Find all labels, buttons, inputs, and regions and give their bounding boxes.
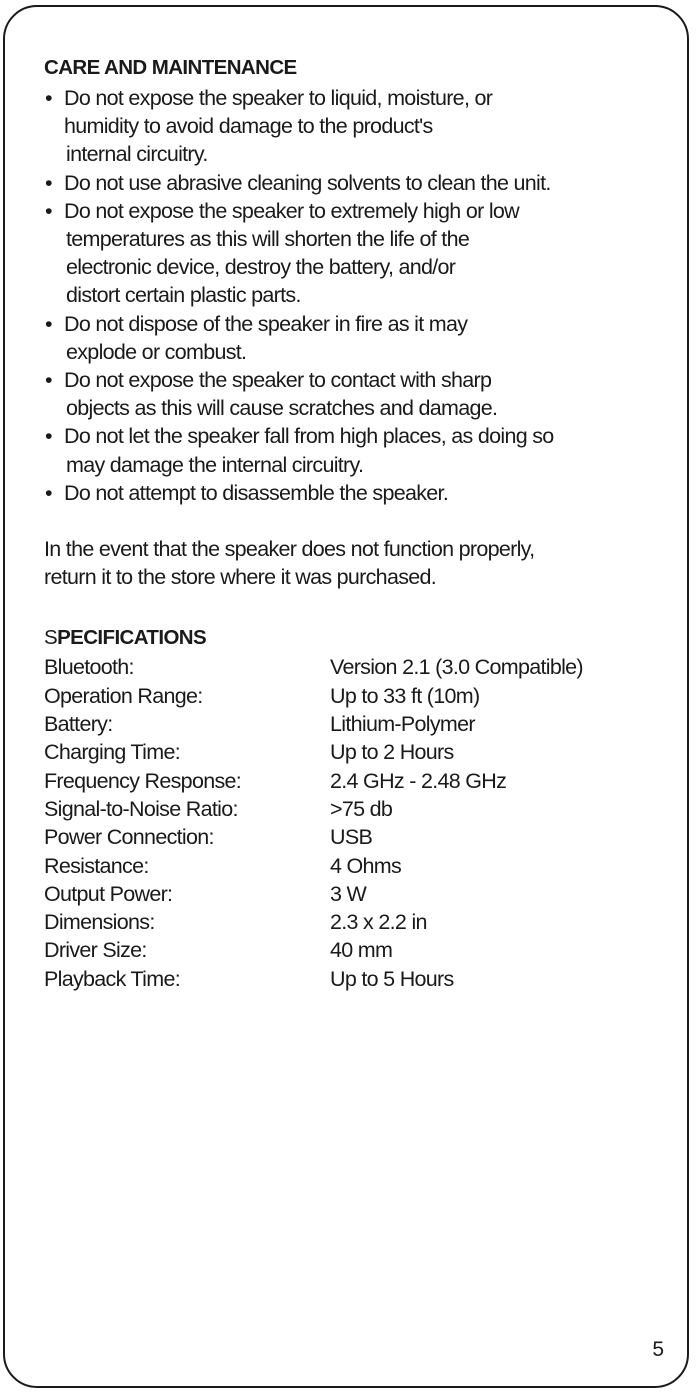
care-item	[44, 169, 664, 197]
bullet-icon: •	[45, 198, 52, 223]
care-line: may damage the internal circuitry.	[66, 452, 364, 477]
spec-row	[44, 852, 583, 880]
care-line: Do not let the speaker fall from high places, as doing so	[64, 424, 554, 449]
bullet-icon: •	[45, 368, 52, 393]
spec-row	[44, 908, 583, 936]
note-line: In the event that the speaker does not function properly,	[44, 537, 535, 562]
specifications-heading	[44, 623, 664, 653]
heading-rest: PECIFICATIONS	[57, 626, 207, 650]
spec-label: Playback Time:	[44, 966, 180, 991]
spec-value: 4 Ohms	[330, 853, 402, 878]
care-line: Do not attempt to disassemble the speaker.	[64, 480, 449, 505]
care-item	[44, 310, 664, 366]
care-line: explode or combust.	[66, 339, 247, 364]
care-item	[44, 197, 664, 310]
care-heading: CARE AND MAINTENANCE	[44, 56, 297, 79]
spec-row	[44, 653, 583, 681]
care-line: internal circuitry.	[66, 142, 208, 167]
care-line: Do not expose the speaker to contact with sharp	[64, 368, 492, 393]
spec-value: Up to 5 Hours	[330, 966, 454, 991]
spec-value: 2.3 x 2.2 in	[330, 910, 427, 935]
bullet-icon: •	[45, 424, 52, 449]
page-number: 5	[652, 1338, 664, 1361]
spec-value: Version 2.1 (3.0 Compatible)	[330, 655, 583, 680]
spec-value: 3 W	[330, 881, 367, 906]
spec-row	[44, 710, 583, 738]
care-line: objects as this will cause scratches and damage.	[66, 396, 498, 421]
spec-label: Bluetooth:	[44, 655, 134, 680]
spec-value: Lithium-Polymer	[330, 712, 475, 737]
note-line: return it to the store where it was purchased.	[44, 565, 437, 590]
spec-value: 2.4 GHz - 2.48 GHz	[330, 768, 507, 793]
spec-row	[44, 965, 583, 993]
spec-label: Signal-to-Noise Ratio:	[44, 796, 238, 821]
bullet-icon: •	[45, 170, 52, 195]
spec-value: Up to 33 ft (10m)	[330, 683, 480, 708]
page-content	[44, 52, 664, 993]
spec-row	[44, 738, 583, 766]
spec-value: Up to 2 Hours	[330, 740, 454, 765]
spec-label: Battery:	[44, 712, 113, 737]
spec-label: Power Connection:	[44, 825, 214, 850]
care-item	[44, 422, 664, 478]
spec-row	[44, 936, 583, 964]
spec-label: Resistance:	[44, 853, 149, 878]
spec-label: Output Power:	[44, 881, 173, 906]
spec-label: Driver Size:	[44, 938, 147, 963]
care-line: Do not expose the speaker to extremely high or low	[64, 198, 519, 223]
spec-row	[44, 880, 583, 908]
care-item	[44, 366, 664, 422]
spec-value: USB	[330, 825, 373, 850]
care-line: electronic device, destroy the battery, and/or	[66, 255, 456, 280]
care-item	[44, 84, 664, 169]
spec-label: Frequency Response:	[44, 768, 242, 793]
care-note	[44, 535, 664, 591]
spec-row	[44, 767, 583, 795]
care-line: Do not expose the speaker to liquid, moisture, or	[64, 86, 493, 110]
spec-label: Operation Range:	[44, 683, 203, 708]
care-line: Do not dispose of the speaker in fire as it may	[64, 311, 468, 336]
heading-first-letter: S	[44, 626, 58, 650]
specifications-table	[44, 653, 583, 993]
spec-row	[44, 795, 583, 823]
care-line: temperatures as this will shorten the life of the	[66, 227, 470, 252]
care-line: Do not use abrasive cleaning solvents to clean the unit.	[64, 170, 551, 195]
spec-label: Charging Time:	[44, 740, 180, 765]
care-list	[44, 84, 664, 507]
care-item	[44, 479, 664, 507]
spec-row	[44, 682, 583, 710]
spec-value: >75 db	[330, 796, 393, 821]
bullet-icon: •	[45, 311, 52, 336]
care-line: distort certain plastic parts.	[66, 283, 301, 308]
spec-label: Dimensions:	[44, 910, 155, 935]
spec-value: 40 mm	[330, 938, 393, 963]
spec-row	[44, 823, 583, 851]
bullet-icon: •	[45, 86, 52, 110]
care-line: humidity to avoid damage to the product's	[64, 114, 433, 139]
bullet-icon: •	[45, 480, 52, 505]
